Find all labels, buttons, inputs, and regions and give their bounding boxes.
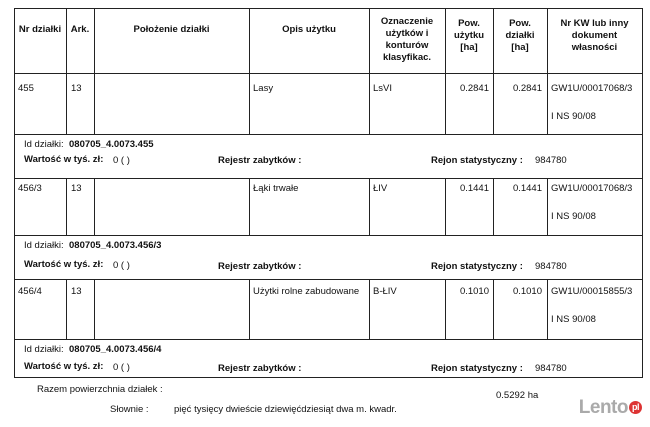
cell-pow-dzialki: 0.1441 bbox=[512, 183, 542, 194]
slownie-label: Słownie : bbox=[110, 404, 149, 415]
cell-pow-dzialki: 0.2841 bbox=[512, 83, 542, 94]
column-divider bbox=[369, 8, 370, 74]
slownie-value: pięć tysięcy dwieście dziewięćdziesiąt dwa m. kwadr. bbox=[174, 404, 397, 415]
column-divider bbox=[445, 73, 446, 135]
rejon-value: 984780 bbox=[535, 155, 567, 166]
column-divider bbox=[445, 279, 446, 340]
rejon-label: Rejon statystyczny : bbox=[431, 155, 523, 166]
id-value: 080705_4.0073.456/3 bbox=[69, 240, 162, 251]
cell-pow-uzytku: 0.1441 bbox=[459, 183, 489, 194]
cell-opis: Łąki trwałe bbox=[253, 183, 299, 194]
rejon-label: Rejon statystyczny : bbox=[431, 261, 523, 272]
cell-nr: 455 bbox=[18, 83, 34, 94]
header-oznaczenie: Oznaczenie użytków i konturów klasyfikac. bbox=[380, 16, 434, 63]
rejon-value: 984780 bbox=[535, 363, 567, 374]
id-label: Id działki: bbox=[24, 344, 64, 355]
column-divider bbox=[493, 73, 494, 135]
cell-ark: 13 bbox=[71, 183, 82, 194]
cell-kw-doc: I NS 90/08 bbox=[551, 211, 596, 222]
column-divider bbox=[249, 73, 250, 135]
cell-pow-dzialki: 0.1010 bbox=[512, 286, 542, 297]
rejon-label: Rejon statystyczny : bbox=[431, 363, 523, 374]
lento-watermark: Lento pl bbox=[579, 397, 642, 419]
cell-kw: GW1U/00017068/3 bbox=[551, 183, 633, 194]
cell-pow-uzytku: 0.2841 bbox=[459, 83, 489, 94]
column-divider bbox=[369, 73, 370, 135]
column-divider bbox=[249, 279, 250, 340]
rejestr-label: Rejestr zabytków : bbox=[218, 155, 302, 166]
column-divider bbox=[493, 279, 494, 340]
column-divider bbox=[445, 8, 446, 74]
column-divider bbox=[66, 73, 67, 135]
cell-nr: 456/4 bbox=[18, 286, 42, 297]
rejestr-label: Rejestr zabytków : bbox=[218, 363, 302, 374]
column-divider bbox=[547, 279, 548, 340]
rejestr-label: Rejestr zabytków : bbox=[218, 261, 302, 272]
column-divider bbox=[94, 279, 95, 340]
cell-ark: 13 bbox=[71, 286, 82, 297]
pl-badge-icon: pl bbox=[629, 401, 642, 414]
header-pow-dzialki: Pow. działki [ha] bbox=[505, 18, 535, 53]
header-polozenie: Położenie działki bbox=[133, 24, 210, 35]
cell-nr: 456/3 bbox=[18, 183, 42, 194]
wartosc-label: Wartość w tyś. zł: bbox=[24, 259, 104, 270]
wartosc-value: 0 ( ) bbox=[113, 155, 130, 166]
cell-ark: 13 bbox=[71, 83, 82, 94]
table-left-border bbox=[14, 8, 15, 378]
cell-pow-uzytku: 0.1010 bbox=[459, 286, 489, 297]
razem-value: 0.5292 ha bbox=[496, 390, 539, 401]
column-divider bbox=[66, 279, 67, 340]
column-divider bbox=[547, 8, 548, 74]
table-right-border bbox=[642, 8, 643, 378]
header-kw: Nr KW lub inny dokument własności bbox=[560, 18, 629, 53]
header-ark: Ark. bbox=[70, 24, 90, 35]
wartosc-value: 0 ( ) bbox=[113, 260, 130, 271]
cell-opis: Lasy bbox=[253, 83, 274, 94]
id-label: Id działki: bbox=[24, 240, 64, 251]
header-nr: Nr działki bbox=[18, 24, 62, 35]
id-value: 080705_4.0073.456/4 bbox=[69, 344, 162, 355]
column-divider bbox=[94, 8, 95, 74]
column-divider bbox=[66, 178, 67, 236]
column-divider bbox=[369, 279, 370, 340]
header-opis: Opis użytku bbox=[282, 24, 336, 35]
table-bottom-border bbox=[14, 377, 642, 378]
rejon-value: 984780 bbox=[535, 261, 567, 272]
cell-kw: GW1U/00015855/3 bbox=[551, 286, 633, 297]
column-divider bbox=[493, 178, 494, 236]
cell-oznaczenie: B-ŁIV bbox=[373, 286, 397, 297]
column-divider bbox=[547, 73, 548, 135]
column-divider bbox=[369, 178, 370, 236]
column-divider bbox=[445, 178, 446, 236]
column-divider bbox=[94, 178, 95, 236]
id-label: Id działki: bbox=[24, 139, 64, 150]
column-divider bbox=[249, 8, 250, 74]
cell-oznaczenie: ŁIV bbox=[373, 183, 388, 194]
cell-kw: GW1U/00017068/3 bbox=[551, 83, 633, 94]
cell-kw-doc: I NS 90/08 bbox=[551, 111, 596, 122]
wartosc-label: Wartość w tyś. zł: bbox=[24, 361, 104, 372]
column-divider bbox=[94, 73, 95, 135]
column-divider bbox=[66, 8, 67, 74]
column-divider bbox=[547, 178, 548, 236]
cell-opis: Użytki rolne zabudowane bbox=[253, 286, 360, 297]
id-value: 080705_4.0073.455 bbox=[69, 139, 154, 150]
razem-label: Razem powierzchnia działek : bbox=[37, 384, 163, 395]
wartosc-label: Wartość w tyś. zł: bbox=[24, 154, 104, 165]
cell-oznaczenie: LsVI bbox=[373, 83, 393, 94]
column-divider bbox=[493, 8, 494, 74]
wartosc-value: 0 ( ) bbox=[113, 362, 130, 373]
header-pow-uzytku: Pow. użytku [ha] bbox=[453, 18, 485, 53]
cell-kw-doc: I NS 90/08 bbox=[551, 314, 596, 325]
column-divider bbox=[249, 178, 250, 236]
